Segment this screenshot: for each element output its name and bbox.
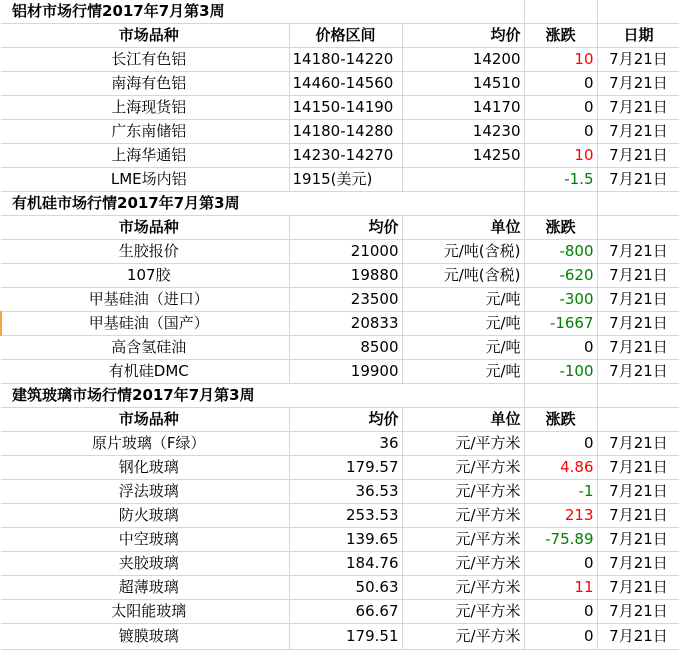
aluminum-header-row bbox=[1, 24, 679, 48]
header-item[interactable]: 市场品种 bbox=[9, 408, 289, 432]
row-edge[interactable] bbox=[1, 312, 9, 336]
row-edge[interactable] bbox=[1, 168, 9, 192]
unit-cell[interactable]: 元/吨(含税) bbox=[402, 264, 524, 288]
row-edge[interactable] bbox=[1, 96, 9, 120]
avg-cell[interactable]: 184.76 bbox=[289, 552, 402, 576]
row-edge[interactable] bbox=[1, 144, 9, 168]
avg-cell[interactable]: 19900 bbox=[289, 360, 402, 384]
avg-cell[interactable]: 19880 bbox=[289, 264, 402, 288]
aluminum-title[interactable]: 铝材市场行情2017年7月第3周 bbox=[9, 0, 402, 24]
avg-cell[interactable]: 36.53 bbox=[289, 480, 402, 504]
item-cell[interactable]: 生胶报价 bbox=[9, 240, 289, 264]
change-cell[interactable]: 0 bbox=[524, 552, 597, 576]
item-cell[interactable]: 镀膜玻璃 bbox=[9, 624, 289, 650]
row-edge[interactable] bbox=[1, 552, 9, 576]
table-row bbox=[1, 264, 679, 288]
unit-cell[interactable]: 元/吨 bbox=[402, 360, 524, 384]
header-item[interactable]: 市场品种 bbox=[9, 216, 289, 240]
change-cell[interactable]: -100 bbox=[524, 360, 597, 384]
item-cell[interactable]: 太阳能玻璃 bbox=[9, 600, 289, 624]
item-cell[interactable]: 浮法玻璃 bbox=[9, 480, 289, 504]
unit-cell[interactable]: 元/吨(含税) bbox=[402, 240, 524, 264]
date-cell[interactable]: 7月21日 bbox=[597, 528, 679, 552]
date-cell[interactable]: 7月21日 bbox=[597, 456, 679, 480]
change-cell[interactable]: 0 bbox=[524, 120, 597, 144]
row-edge[interactable] bbox=[1, 480, 9, 504]
table-row bbox=[1, 576, 679, 600]
cell[interactable] bbox=[402, 0, 524, 24]
cell[interactable] bbox=[524, 0, 597, 24]
table-row bbox=[1, 120, 679, 144]
glass-header-row bbox=[1, 408, 679, 432]
avg-cell[interactable]: 50.63 bbox=[289, 576, 402, 600]
avg-cell[interactable]: 14250 bbox=[402, 144, 524, 168]
item-cell[interactable]: 原片玻璃（F绿） bbox=[9, 432, 289, 456]
date-cell[interactable]: 7月21日 bbox=[597, 72, 679, 96]
item-cell[interactable]: 107胶 bbox=[9, 264, 289, 288]
unit-cell[interactable]: 元/平方米 bbox=[402, 432, 524, 456]
change-cell[interactable]: 0 bbox=[524, 432, 597, 456]
unit-cell[interactable]: 元/平方米 bbox=[402, 552, 524, 576]
change-cell[interactable]: -800 bbox=[524, 240, 597, 264]
cell[interactable] bbox=[402, 192, 524, 216]
range-cell[interactable]: 14230-14270 bbox=[289, 144, 402, 168]
avg-cell[interactable] bbox=[402, 168, 524, 192]
row-edge[interactable] bbox=[1, 408, 9, 432]
avg-cell[interactable]: 21000 bbox=[289, 240, 402, 264]
range-cell[interactable]: 14180-14280 bbox=[289, 120, 402, 144]
avg-cell[interactable]: 66.67 bbox=[289, 600, 402, 624]
date-cell[interactable]: 7月21日 bbox=[597, 120, 679, 144]
change-cell[interactable]: 213 bbox=[524, 504, 597, 528]
change-cell[interactable]: 0 bbox=[524, 336, 597, 360]
avg-cell[interactable]: 179.57 bbox=[289, 456, 402, 480]
date-cell[interactable]: 7月21日 bbox=[597, 96, 679, 120]
change-cell[interactable]: 0 bbox=[524, 72, 597, 96]
table-row bbox=[1, 432, 679, 456]
change-cell[interactable]: 0 bbox=[524, 600, 597, 624]
table-row bbox=[1, 96, 679, 120]
cell[interactable] bbox=[524, 192, 597, 216]
header-avg[interactable]: 均价 bbox=[402, 24, 524, 48]
avg-cell[interactable]: 20833 bbox=[289, 312, 402, 336]
unit-cell[interactable]: 元/吨 bbox=[402, 336, 524, 360]
cell[interactable] bbox=[597, 216, 679, 240]
row-edge[interactable] bbox=[1, 0, 9, 24]
date-cell[interactable]: 7月21日 bbox=[597, 576, 679, 600]
date-cell[interactable]: 7月21日 bbox=[597, 504, 679, 528]
range-cell[interactable]: 14180-14220 bbox=[289, 48, 402, 72]
silicone-header-row bbox=[1, 216, 679, 240]
header-change[interactable]: 涨跌 bbox=[524, 408, 597, 432]
date-cell[interactable]: 7月21日 bbox=[597, 336, 679, 360]
item-cell[interactable]: 甲基硅油（进口） bbox=[9, 288, 289, 312]
unit-cell[interactable]: 元/平方米 bbox=[402, 480, 524, 504]
table-row bbox=[1, 336, 679, 360]
range-cell[interactable]: 1915(美元) bbox=[289, 168, 402, 192]
row-edge[interactable] bbox=[1, 48, 9, 72]
row-edge[interactable] bbox=[1, 528, 9, 552]
header-range[interactable]: 价格区间 bbox=[289, 24, 402, 48]
item-cell[interactable]: 防火玻璃 bbox=[9, 504, 289, 528]
change-cell[interactable]: 10 bbox=[524, 144, 597, 168]
date-cell[interactable]: 7月21日 bbox=[597, 360, 679, 384]
range-cell[interactable]: 14150-14190 bbox=[289, 96, 402, 120]
header-unit[interactable]: 单位 bbox=[402, 216, 524, 240]
row-edge[interactable] bbox=[1, 600, 9, 624]
header-unit[interactable]: 单位 bbox=[402, 408, 524, 432]
date-cell[interactable]: 7月21日 bbox=[597, 624, 679, 650]
unit-cell[interactable]: 元/吨 bbox=[402, 288, 524, 312]
date-cell[interactable]: 7月21日 bbox=[597, 144, 679, 168]
table-row bbox=[1, 168, 679, 192]
row-edge[interactable] bbox=[1, 24, 9, 48]
header-item[interactable]: 市场品种 bbox=[9, 24, 289, 48]
avg-cell[interactable]: 139.65 bbox=[289, 528, 402, 552]
row-edge[interactable] bbox=[1, 120, 9, 144]
cell[interactable] bbox=[597, 408, 679, 432]
avg-cell[interactable]: 253.53 bbox=[289, 504, 402, 528]
range-cell[interactable]: 14460-14560 bbox=[289, 72, 402, 96]
avg-cell[interactable]: 14200 bbox=[402, 48, 524, 72]
row-edge[interactable] bbox=[1, 432, 9, 456]
row-edge[interactable] bbox=[1, 216, 9, 240]
cell[interactable] bbox=[597, 0, 679, 24]
table-row bbox=[1, 528, 679, 552]
table-row bbox=[1, 600, 679, 624]
change-cell[interactable]: 10 bbox=[524, 48, 597, 72]
table-row bbox=[1, 456, 679, 480]
item-cell[interactable]: 超薄玻璃 bbox=[9, 576, 289, 600]
table-row bbox=[1, 288, 679, 312]
avg-cell[interactable]: 14230 bbox=[402, 120, 524, 144]
change-cell[interactable]: 0 bbox=[524, 624, 597, 650]
item-cell[interactable]: 广东南储铝 bbox=[9, 120, 289, 144]
glass-title[interactable]: 建筑玻璃市场行情2017年7月第3周 bbox=[9, 384, 402, 408]
header-avg[interactable]: 均价 bbox=[289, 408, 402, 432]
item-cell[interactable]: 甲基硅油（国产） bbox=[9, 312, 289, 336]
unit-cell[interactable]: 元/平方米 bbox=[402, 600, 524, 624]
date-cell[interactable]: 7月21日 bbox=[597, 288, 679, 312]
table-row bbox=[1, 360, 679, 384]
item-cell[interactable]: 高含氢硅油 bbox=[9, 336, 289, 360]
table-row bbox=[1, 480, 679, 504]
change-cell[interactable]: -75.89 bbox=[524, 528, 597, 552]
date-cell[interactable]: 7月21日 bbox=[597, 552, 679, 576]
change-cell[interactable]: 0 bbox=[524, 96, 597, 120]
header-date[interactable]: 日期 bbox=[597, 24, 679, 48]
silicone-title[interactable]: 有机硅市场行情2017年7月第3周 bbox=[9, 192, 402, 216]
change-cell[interactable]: -1667 bbox=[524, 312, 597, 336]
avg-cell[interactable]: 179.51 bbox=[289, 624, 402, 650]
change-cell[interactable]: -300 bbox=[524, 288, 597, 312]
change-cell[interactable]: 11 bbox=[524, 576, 597, 600]
row-edge[interactable] bbox=[1, 384, 9, 408]
unit-cell[interactable]: 元/平方米 bbox=[402, 528, 524, 552]
item-cell[interactable]: 有机硅DMC bbox=[9, 360, 289, 384]
item-cell[interactable]: 中空玻璃 bbox=[9, 528, 289, 552]
avg-cell[interactable]: 36 bbox=[289, 432, 402, 456]
unit-cell[interactable]: 元/平方米 bbox=[402, 456, 524, 480]
table-row bbox=[1, 504, 679, 528]
row-edge[interactable] bbox=[1, 360, 9, 384]
item-cell[interactable]: LME场内铝 bbox=[9, 168, 289, 192]
header-change[interactable]: 涨跌 bbox=[524, 24, 597, 48]
cell[interactable] bbox=[597, 192, 679, 216]
table-row bbox=[1, 144, 679, 168]
row-edge[interactable] bbox=[1, 72, 9, 96]
item-cell[interactable]: 长江有色铝 bbox=[9, 48, 289, 72]
unit-cell[interactable]: 元/吨 bbox=[402, 312, 524, 336]
table-row bbox=[1, 48, 679, 72]
table-row bbox=[1, 72, 679, 96]
item-cell[interactable]: 上海现货铝 bbox=[9, 96, 289, 120]
table-row bbox=[1, 552, 679, 576]
avg-cell[interactable]: 8500 bbox=[289, 336, 402, 360]
grid-body bbox=[1, 0, 679, 650]
item-cell[interactable]: 上海华通铝 bbox=[9, 144, 289, 168]
cell[interactable] bbox=[402, 384, 524, 408]
row-edge[interactable] bbox=[1, 576, 9, 600]
aluminum-title-row bbox=[1, 0, 679, 24]
header-avg[interactable]: 均价 bbox=[289, 216, 402, 240]
avg-cell[interactable]: 14170 bbox=[402, 96, 524, 120]
row-edge[interactable] bbox=[1, 504, 9, 528]
cell[interactable] bbox=[597, 384, 679, 408]
date-cell[interactable]: 7月21日 bbox=[597, 312, 679, 336]
unit-cell[interactable]: 元/平方米 bbox=[402, 624, 524, 650]
change-cell[interactable]: -620 bbox=[524, 264, 597, 288]
avg-cell[interactable]: 23500 bbox=[289, 288, 402, 312]
unit-cell[interactable]: 元/平方米 bbox=[402, 576, 524, 600]
change-cell[interactable]: 4.86 bbox=[524, 456, 597, 480]
table-row bbox=[1, 312, 679, 336]
row-edge[interactable] bbox=[1, 192, 9, 216]
date-cell[interactable]: 7月21日 bbox=[597, 48, 679, 72]
item-cell[interactable]: 夹胶玻璃 bbox=[9, 552, 289, 576]
date-cell[interactable]: 7月21日 bbox=[597, 480, 679, 504]
glass-title-row bbox=[1, 384, 679, 408]
date-cell[interactable]: 7月21日 bbox=[597, 600, 679, 624]
avg-cell[interactable]: 14510 bbox=[402, 72, 524, 96]
date-cell[interactable]: 7月21日 bbox=[597, 240, 679, 264]
date-cell[interactable]: 7月21日 bbox=[597, 264, 679, 288]
date-cell[interactable]: 7月21日 bbox=[597, 432, 679, 456]
table-row bbox=[1, 240, 679, 264]
row-edge[interactable] bbox=[1, 456, 9, 480]
change-cell[interactable]: -1.5 bbox=[524, 168, 597, 192]
item-cell[interactable]: 钢化玻璃 bbox=[9, 456, 289, 480]
date-cell[interactable]: 7月21日 bbox=[597, 168, 679, 192]
unit-cell[interactable]: 元/平方米 bbox=[402, 504, 524, 528]
row-edge[interactable] bbox=[1, 264, 9, 288]
row-edge[interactable] bbox=[1, 240, 9, 264]
header-change[interactable]: 涨跌 bbox=[524, 216, 597, 240]
item-cell[interactable]: 南海有色铝 bbox=[9, 72, 289, 96]
row-edge[interactable] bbox=[1, 336, 9, 360]
cell[interactable] bbox=[524, 384, 597, 408]
change-cell[interactable]: -1 bbox=[524, 480, 597, 504]
silicone-title-row bbox=[1, 192, 679, 216]
row-edge[interactable] bbox=[1, 288, 9, 312]
